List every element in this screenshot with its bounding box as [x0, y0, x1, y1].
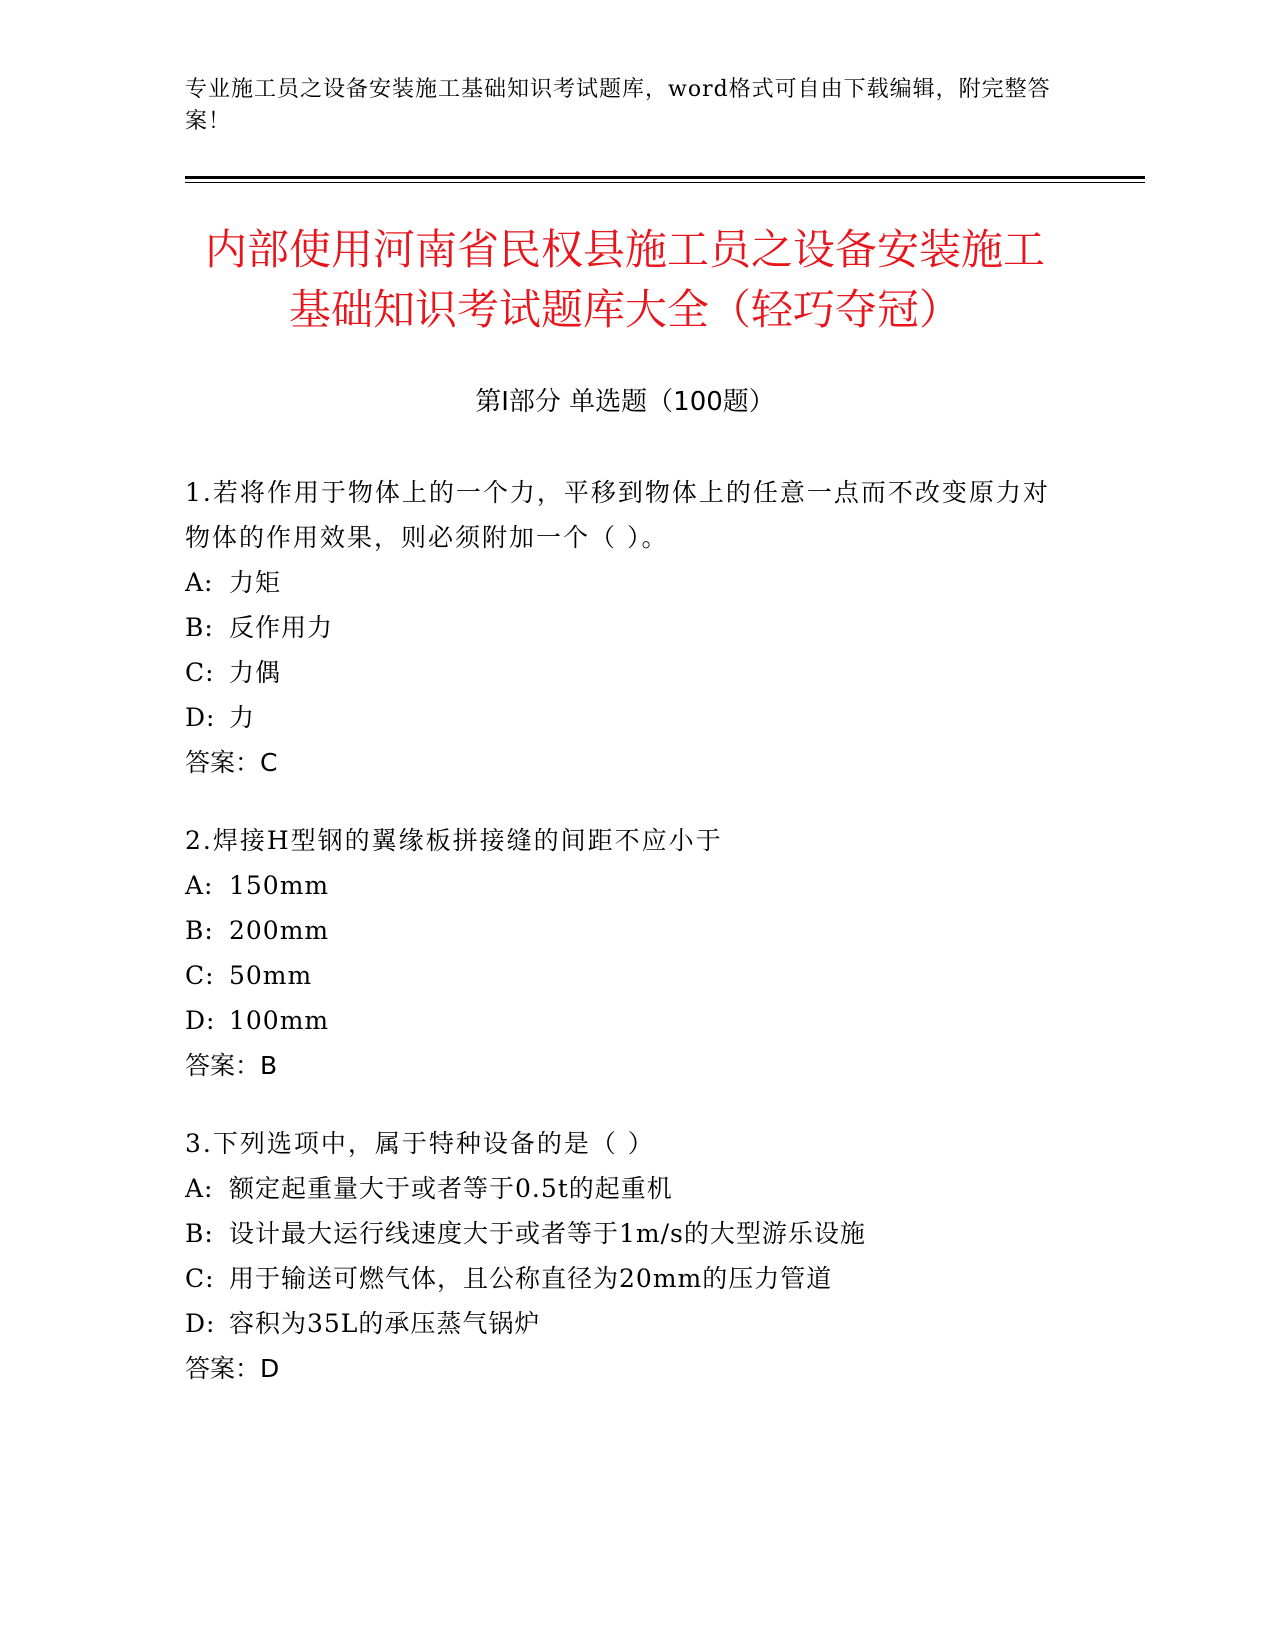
question-2	[185, 818, 1065, 1088]
question-stem: 1.若将作用于物体上的一个力，平移到物体上的任意一点而不改变原力对物体的作用效果，则必须附加一个（ ）。	[185, 478, 1050, 552]
option-a	[185, 863, 1065, 908]
answer: 答案：D	[185, 1354, 280, 1383]
question-stem: 3.下列选项中，属于特种设备的是（ ）	[185, 1129, 655, 1158]
option-text: 额定起重量大于或者等于0.5t的起重机	[229, 1174, 673, 1203]
option-text: 反作用力	[229, 613, 334, 642]
section-heading: 第I部分 单选题（100题）	[475, 387, 775, 417]
option-key: A:	[185, 871, 214, 900]
option-key: C:	[185, 961, 215, 990]
option-text: 力偶	[229, 658, 282, 687]
option-text: 力矩	[229, 568, 282, 597]
option-key: B:	[185, 916, 214, 945]
option-d	[185, 998, 1065, 1043]
option-key: C:	[185, 658, 215, 687]
option-text: 50mm	[229, 961, 313, 990]
option-c	[185, 1256, 1065, 1301]
document-title: 内部使用河南省民权县施工员之设备安装施工基础知识考试题库大全（轻巧夺冠）	[204, 225, 1045, 334]
option-text: 力	[229, 703, 256, 732]
question-list	[185, 470, 1065, 1424]
question-3	[185, 1121, 1065, 1391]
option-text: 200mm	[229, 916, 330, 945]
option-text: 容积为35L的承压蒸气锅炉	[229, 1309, 541, 1338]
option-key: D:	[185, 703, 216, 732]
option-text: 设计最大运行线速度大于或者等于1m/s的大型游乐设施	[229, 1219, 866, 1248]
option-d	[185, 1301, 1065, 1346]
question-stem: 2.焊接H型钢的翼缘板拼接缝的间距不应小于	[185, 826, 723, 855]
header-note: 专业施工员之设备安装施工基础知识考试题库，word格式可自由下载编辑，附完整答案！	[185, 77, 1051, 134]
option-text: 用于输送可燃气体，且公称直径为20mm的压力管道	[229, 1264, 833, 1293]
option-key: A:	[185, 568, 214, 597]
option-a	[185, 560, 1065, 605]
option-key: B:	[185, 1219, 214, 1248]
option-a	[185, 1166, 1065, 1211]
question-1	[185, 470, 1065, 785]
option-text: 150mm	[229, 871, 330, 900]
header-rule-thin	[185, 182, 1145, 183]
option-b	[185, 908, 1065, 953]
option-key: A:	[185, 1174, 214, 1203]
option-key: C:	[185, 1264, 215, 1293]
option-key: D:	[185, 1006, 216, 1035]
option-c	[185, 953, 1065, 998]
header-rule-thick	[185, 176, 1145, 179]
answer: 答案：B	[185, 1051, 278, 1080]
option-d	[185, 695, 1065, 740]
option-b	[185, 1211, 1065, 1256]
option-key: B:	[185, 613, 214, 642]
option-c	[185, 650, 1065, 695]
answer: 答案：C	[185, 748, 278, 777]
option-text: 100mm	[229, 1006, 330, 1035]
option-key: D:	[185, 1309, 216, 1338]
option-b	[185, 605, 1065, 650]
